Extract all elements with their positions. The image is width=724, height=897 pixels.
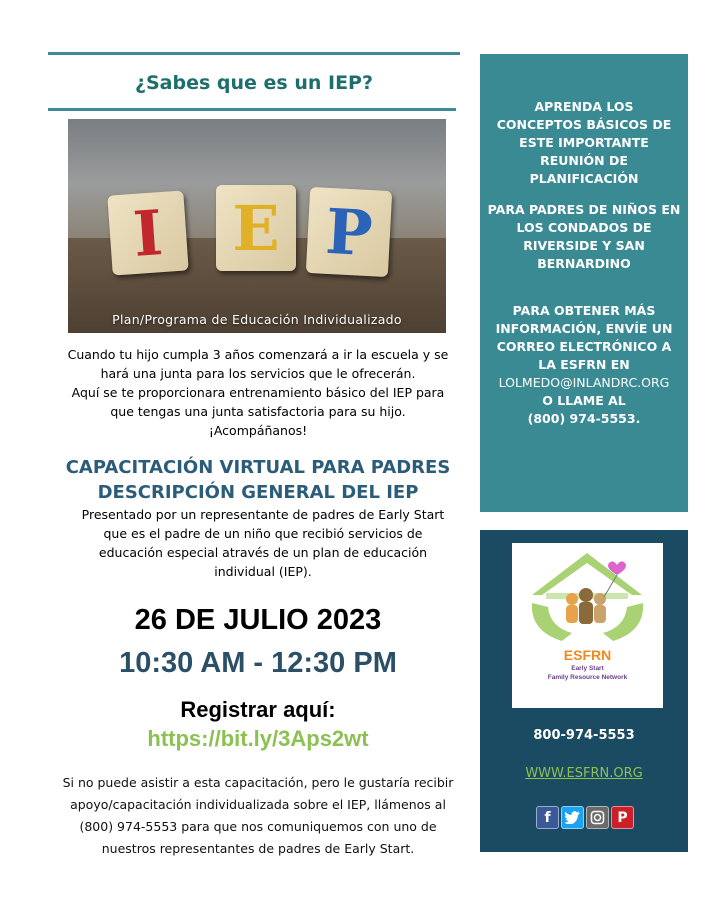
event-date: 26 DE JULIO 2023 (134, 604, 382, 636)
info-parents-line-4: BERNARDINO (537, 256, 631, 271)
training-heading-line-2: DESCRIPCIÓN GENERAL DEL IEP (97, 482, 419, 503)
twitter-icon[interactable] (561, 806, 584, 829)
top-rule (48, 52, 460, 55)
org-website-link[interactable]: WWW.ESFRN.ORG (525, 766, 643, 781)
pinterest-icon[interactable]: P (611, 806, 634, 829)
info-contact-email[interactable]: LOLMEDO@INLANDRC.ORG (498, 375, 670, 390)
intro-line-2: hará una junta para los servicios que le ofrecerán. (100, 366, 416, 381)
presented-line-4: individual (IEP). (214, 564, 312, 579)
title-underline-rule (48, 108, 456, 111)
info-parents-line-2: LOS CONDADOS DE (516, 220, 652, 235)
info-learn-line-4: REUNIÓN DE PLANIFICACIÓN (529, 153, 639, 186)
footer-line-2: apoyo/capacitación individualizada sobre el IEP, llámenos al (70, 797, 446, 812)
logo-subtitle-1: Early Start (571, 665, 604, 672)
block-i (107, 190, 188, 275)
block-e-letter: E (232, 191, 280, 265)
info-parents-line-3: RIVERSIDE Y SAN (523, 238, 645, 253)
info-block-learn (484, 98, 684, 188)
org-phone: 800-974-5553 (533, 728, 635, 743)
info-learn-line-2: CONCEPTOS BÁSICOS DE (496, 117, 672, 132)
info-learn-line-3: ESTE IMPORTANTE (519, 135, 649, 150)
info-contact-line-4: LA ESFRN EN (538, 357, 630, 372)
block-p-letter: P (323, 194, 375, 270)
info-contact-line-3: CORREO ELECTRÓNICO A (496, 339, 672, 354)
info-block-contact (484, 302, 684, 428)
training-heading-line-1: CAPACITACIÓN VIRTUAL PARA PADRES (65, 457, 451, 478)
footer-line-1: Si no puede asistir a esta capacitación, pero le gustaría recibir (62, 775, 454, 790)
info-contact-line-6: O LLAME AL (542, 393, 626, 408)
presented-line-3: educación especial através de un plan de educación (98, 545, 428, 560)
info-contact-phone: (800) 974-5553. (527, 411, 641, 426)
facebook-icon[interactable]: f (536, 806, 559, 829)
info-learn-line-1: APRENDA LOS (534, 99, 634, 114)
org-panel (480, 530, 688, 852)
block-p (306, 187, 392, 277)
register-link[interactable]: https://bit.ly/3Aps2wt (147, 726, 369, 751)
footer-line-4: nuestros representantes de padres de Early Start. (101, 841, 415, 856)
block-e (216, 185, 296, 271)
esfrn-logo (512, 543, 663, 708)
house-hands-icon (512, 543, 663, 653)
presented-by-text (66, 505, 460, 581)
event-time: 10:30 AM - 12:30 PM (119, 647, 397, 679)
info-contact-line-2: INFORMACIÓN, ENVÍE UN (495, 321, 673, 336)
training-heading (48, 455, 468, 505)
iep-blocks-photo (68, 119, 446, 333)
intro-line-5: ¡Acompáñanos! (208, 423, 308, 438)
instagram-icon[interactable] (586, 806, 609, 829)
intro-line-4: que tengas una junta satisfactoria para su hijo. (110, 404, 406, 419)
register-label: Registrar aquí: (180, 697, 336, 722)
footer-line-3: (800) 974-5553 para que nos comuniquemos con uno de (79, 819, 437, 834)
info-parents-line-1: PARA PADRES DE NIÑOS EN (487, 202, 681, 217)
intro-text (52, 345, 464, 440)
logo-title: ESFRN (563, 647, 612, 663)
page-title: ¿Sabes que es un IEP? (134, 72, 374, 94)
social-links (536, 806, 634, 829)
photo-caption: Plan/Programa de Educación Individualizado (112, 312, 402, 327)
info-panel (480, 54, 688, 512)
info-block-parents (484, 201, 684, 273)
presented-line-1: Presentado por un representante de padres de Early Start (81, 507, 445, 522)
block-i-letter: I (130, 195, 166, 271)
presented-line-2: que es el padre de un niño que recibió servicios de (103, 526, 423, 541)
intro-line-1: Cuando tu hijo cumpla 3 años comenzará a ir la escuela y se (67, 347, 449, 362)
info-contact-line-1: PARA OBTENER MÁS (512, 303, 656, 318)
intro-line-3: Aquí se te proporcionara entrenamiento básico del IEP para (71, 385, 445, 400)
logo-subtitle-2: Family Resource Network (547, 674, 628, 681)
footer-text (42, 772, 474, 860)
